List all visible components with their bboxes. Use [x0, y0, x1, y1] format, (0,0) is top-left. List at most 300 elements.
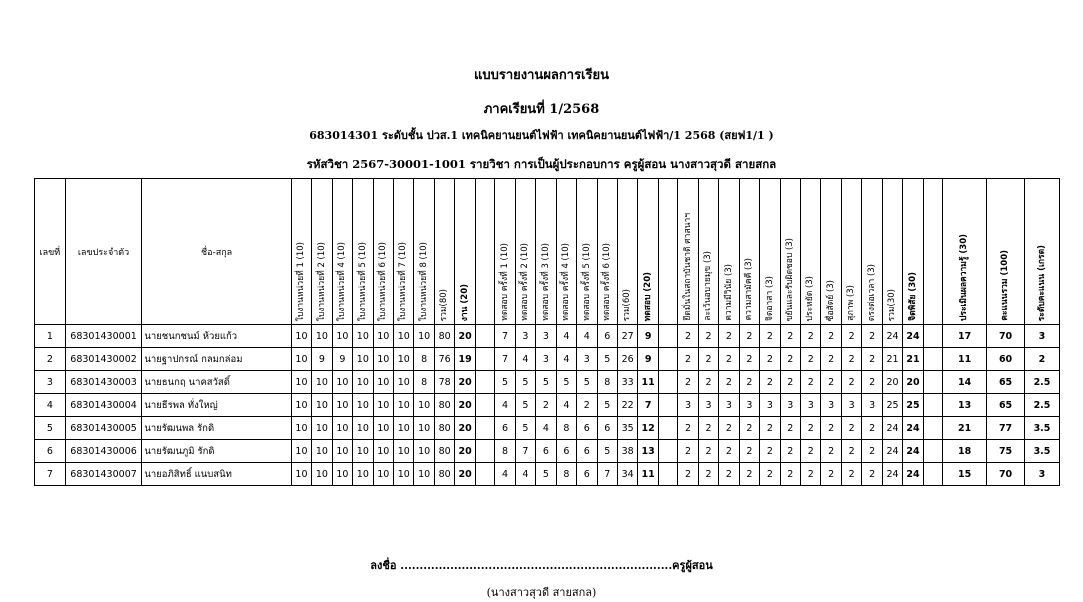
test-total: 33: [617, 371, 637, 394]
col-gap-2: [658, 179, 677, 325]
attribute-score: 3: [698, 394, 718, 417]
knowledge-score: 13: [943, 394, 987, 417]
attribute-score: 2: [821, 440, 841, 463]
attribute-score: 2: [862, 417, 882, 440]
attribute-score: 2: [780, 463, 800, 486]
worksheet-score: 10: [332, 440, 352, 463]
attribute-total: 20: [882, 371, 902, 394]
test-score-item: 4: [515, 348, 535, 371]
student-name: นายฐาปกรณ์ กลมกล่อม: [142, 348, 291, 371]
col-test-score-label: ทดสอบ (20): [642, 271, 653, 321]
col-test-3-label: ทดสอบ ครั้งที่ 3 (10): [540, 243, 551, 321]
test-score: 9: [638, 325, 658, 348]
worksheet-score: 10: [394, 417, 414, 440]
col-name: ชื่อ-สกุล: [142, 179, 291, 325]
attribute-score: 2: [719, 463, 739, 486]
worksheet-score: 10: [394, 371, 414, 394]
test-score-item: 3: [536, 325, 556, 348]
attribute-score: 2: [760, 417, 780, 440]
test-score-item: 5: [536, 463, 556, 486]
worksheet-score: 10: [353, 394, 373, 417]
worksheet-score: 10: [332, 463, 352, 486]
student-id: 68301430002: [65, 348, 142, 371]
gap-cell: [923, 440, 942, 463]
attribute-score: 2: [760, 348, 780, 371]
gap-cell: [658, 394, 677, 417]
worksheet-score: 10: [394, 440, 414, 463]
col-attribute-1-label: ยึดมั่นในสถาบันชาติ ศาสนาฯ: [682, 213, 693, 321]
grade-value: 3: [1024, 463, 1059, 486]
table-row: [35, 394, 1060, 417]
worksheet-score: 9: [312, 348, 332, 371]
col-attribute-8-label: ซื่อสัตย์ (3): [825, 279, 836, 321]
student-name: นายธนกฤ นาคสวัสดิ์: [142, 371, 291, 394]
attribute-total: 25: [882, 394, 902, 417]
test-score-item: 4: [556, 348, 576, 371]
col-work-score: [455, 179, 475, 325]
col-attribute-10-label: ตรงต่อเวลา (3): [866, 263, 877, 321]
worksheet-score: 10: [291, 463, 311, 486]
attribute-score: 2: [801, 440, 821, 463]
test-total: 22: [617, 394, 637, 417]
test-score-item: 7: [515, 440, 535, 463]
test-score-item: 4: [495, 463, 515, 486]
col-attribute-9-label: สุภาพ (3): [846, 285, 857, 321]
attribute-score: 2: [801, 348, 821, 371]
col-attribute-2-label: ละเว้นอบายมุข (3): [703, 251, 714, 321]
attribute-score: 2: [780, 440, 800, 463]
attribute-score: 2: [780, 325, 800, 348]
test-score-item: 8: [556, 417, 576, 440]
total-score: 77: [987, 417, 1025, 440]
table-row: [35, 325, 1060, 348]
worksheet-score: 10: [353, 348, 373, 371]
student-id: 68301430007: [65, 463, 142, 486]
attribute-score: 2: [821, 348, 841, 371]
worksheet-score: 10: [312, 440, 332, 463]
worksheet-score: 10: [394, 463, 414, 486]
student-id: 68301430003: [65, 371, 142, 394]
gap-cell: [475, 394, 494, 417]
attribute-total: 24: [882, 463, 902, 486]
row-number: 7: [35, 463, 66, 486]
gap-cell: [475, 325, 494, 348]
worksheet-score: 10: [373, 463, 393, 486]
attribute-score: 2: [780, 371, 800, 394]
worksheet-score: 10: [353, 417, 373, 440]
col-attribute-8: [821, 179, 841, 325]
work-score: 20: [455, 394, 475, 417]
grade-value: 3: [1024, 325, 1059, 348]
test-score-item: 5: [556, 371, 576, 394]
col-attribute-total: [882, 179, 902, 325]
test-score-item: 2: [577, 394, 597, 417]
test-score-item: 6: [556, 440, 576, 463]
gap-cell: [475, 463, 494, 486]
worksheet-score: 10: [373, 325, 393, 348]
col-attribute-7: [801, 179, 821, 325]
col-attribute-3: [719, 179, 739, 325]
col-gap-3: [923, 179, 942, 325]
row-number: 2: [35, 348, 66, 371]
student-name: นายรัฒนภูมิ รักดิ: [142, 440, 291, 463]
worksheet-total: 76: [434, 348, 454, 371]
work-score: 20: [455, 371, 475, 394]
col-attribute-9: [841, 179, 861, 325]
attribute-score: 2: [801, 371, 821, 394]
knowledge-score: 21: [943, 417, 987, 440]
worksheet-score: 8: [414, 348, 434, 371]
semester-label: ภาคเรียนที่ 1/2568: [483, 102, 600, 117]
attribute-score: 2: [862, 371, 882, 394]
total-score: 70: [987, 325, 1025, 348]
worksheet-total: 80: [434, 394, 454, 417]
col-student-id: เลขประจำตัว: [65, 179, 142, 325]
worksheet-score: 9: [332, 348, 352, 371]
student-id: 68301430001: [65, 325, 142, 348]
col-attribute-4-label: ความสามัคคี (3): [744, 258, 755, 321]
worksheet-score: 10: [394, 394, 414, 417]
col-test-2: [515, 179, 535, 325]
col-attribute-6: [780, 179, 800, 325]
total-score: 70: [987, 463, 1025, 486]
attribute-score: 3: [719, 394, 739, 417]
test-score: 12: [638, 417, 658, 440]
worksheet-score: 10: [394, 325, 414, 348]
col-attribute-1: [678, 179, 698, 325]
attribute-score: 2: [739, 371, 759, 394]
grade-value: 3.5: [1024, 440, 1059, 463]
col-worksheet-5-label: ใบงานหน่วยที่ 6 (10): [378, 241, 389, 321]
col-attribute-2: [698, 179, 718, 325]
col-test-2-label: ทดสอบ ครั้งที่ 2 (10): [520, 243, 531, 321]
header-row: [35, 179, 1060, 325]
table-row: [35, 371, 1060, 394]
worksheet-score: 10: [373, 348, 393, 371]
worksheet-score: 10: [332, 394, 352, 417]
col-worksheet-7-label: ใบงานหน่วยที่ 8 (10): [418, 241, 429, 321]
test-score-item: 5: [577, 371, 597, 394]
attribute-score: 2: [678, 325, 698, 348]
student-name: นายชนกชนม์ ห้วยแก้ว: [142, 325, 291, 348]
worksheet-score: 10: [414, 417, 434, 440]
attribute-score: 2: [821, 325, 841, 348]
col-test-1-label: ทดสอบ ครั้งที่ 1 (10): [499, 243, 510, 321]
col-test-1: [495, 179, 515, 325]
attribute-score: 2: [841, 440, 861, 463]
gap-cell: [658, 348, 677, 371]
test-total: 35: [617, 417, 637, 440]
attribute-score: 2: [719, 325, 739, 348]
worksheet-total: 80: [434, 325, 454, 348]
col-test-4-label: ทดสอบ ครั้งที่ 4 (10): [561, 243, 572, 321]
col-test-total: [617, 179, 637, 325]
col-worksheet-5: [373, 179, 393, 325]
attribute-score: 3: [862, 394, 882, 417]
worksheet-score: 8: [414, 371, 434, 394]
test-score-item: 6: [495, 417, 515, 440]
test-score-item: 5: [597, 348, 617, 371]
gap-cell: [658, 463, 677, 486]
worksheet-score: 10: [332, 371, 352, 394]
col-attitude-score-label: จิตพิสัย (30): [907, 272, 918, 321]
worksheet-score: 10: [291, 371, 311, 394]
knowledge-score: 18: [943, 440, 987, 463]
col-attribute-4: [739, 179, 759, 325]
total-score: 65: [987, 371, 1025, 394]
row-number: 1: [35, 325, 66, 348]
test-score-item: 4: [495, 394, 515, 417]
test-score-item: 4: [556, 394, 576, 417]
worksheet-score: 10: [291, 440, 311, 463]
worksheet-total: 80: [434, 440, 454, 463]
col-attribute-6-label: ขยันและรับผิดชอบ (3): [785, 237, 796, 321]
worksheet-score: 10: [312, 371, 332, 394]
worksheet-score: 10: [312, 394, 332, 417]
worksheet-score: 10: [373, 394, 393, 417]
test-score-item: 6: [577, 417, 597, 440]
col-attribute-3-label: ความมีวินัย (3): [723, 264, 734, 321]
attribute-score: 2: [678, 463, 698, 486]
attribute-score: 2: [862, 325, 882, 348]
worksheet-score: 10: [373, 417, 393, 440]
col-attitude-score: [903, 179, 923, 325]
attribute-score: 2: [760, 371, 780, 394]
attribute-total: 21: [882, 348, 902, 371]
col-test-5: [577, 179, 597, 325]
worksheet-score: 10: [312, 325, 332, 348]
table-row: [35, 348, 1060, 371]
col-gap-1: [475, 179, 494, 325]
table-row: [35, 440, 1060, 463]
knowledge-score: 15: [943, 463, 987, 486]
col-worksheet-2: [312, 179, 332, 325]
student-name: นายอภิสิทธิ์ แนบสนิท: [142, 463, 291, 486]
test-score-item: 7: [495, 348, 515, 371]
work-score: 19: [455, 348, 475, 371]
table-row: [35, 417, 1060, 440]
attribute-score: 2: [801, 417, 821, 440]
test-score-item: 5: [515, 394, 535, 417]
attribute-score: 2: [821, 417, 841, 440]
worksheet-score: 10: [332, 417, 352, 440]
attribute-score: 2: [698, 440, 718, 463]
test-score-item: 7: [597, 463, 617, 486]
row-number: 3: [35, 371, 66, 394]
row-number: 5: [35, 417, 66, 440]
gap-cell: [923, 417, 942, 440]
col-attribute-total-label: รวม(30): [887, 288, 898, 321]
worksheet-score: 10: [414, 325, 434, 348]
attribute-score: 2: [841, 371, 861, 394]
attribute-score: 2: [678, 348, 698, 371]
grade-value: 3.5: [1024, 417, 1059, 440]
attribute-score: 3: [760, 394, 780, 417]
attribute-score: 2: [841, 325, 861, 348]
attribute-score: 2: [739, 325, 759, 348]
attribute-score: 2: [841, 417, 861, 440]
gap-cell: [923, 371, 942, 394]
test-score: 7: [638, 394, 658, 417]
knowledge-score: 14: [943, 371, 987, 394]
col-worksheet-total-label: รวม(80): [439, 288, 450, 321]
test-score-item: 2: [536, 394, 556, 417]
attribute-score: 3: [780, 394, 800, 417]
test-score-item: 5: [495, 371, 515, 394]
col-work-score-label: งาน (20): [459, 283, 470, 321]
gap-cell: [475, 348, 494, 371]
attribute-score: 2: [760, 325, 780, 348]
col-worksheet-2-label: ใบงานหน่วยที่ 2 (10): [316, 241, 327, 321]
teacher-name: (นางสาวสุวดี สายสกล): [486, 586, 597, 599]
col-attribute-10: [862, 179, 882, 325]
attribute-score: 2: [739, 463, 759, 486]
attribute-score: 2: [739, 348, 759, 371]
worksheet-score: 10: [414, 394, 434, 417]
work-score: 20: [455, 463, 475, 486]
col-test-5-label: ทดสอบ ครั้งที่ 5 (10): [581, 243, 592, 321]
worksheet-score: 10: [291, 417, 311, 440]
attribute-score: 2: [678, 371, 698, 394]
col-test-4: [556, 179, 576, 325]
attribute-score: 2: [739, 440, 759, 463]
col-worksheet-7: [414, 179, 434, 325]
attitude-score: 24: [903, 463, 923, 486]
attribute-score: 3: [821, 394, 841, 417]
col-test-6-label: ทดสอบ ครั้งที่ 6 (10): [601, 243, 612, 321]
test-score-item: 8: [597, 371, 617, 394]
attribute-score: 2: [719, 440, 739, 463]
grade-value: 2.5: [1024, 394, 1059, 417]
attitude-score: 24: [903, 325, 923, 348]
worksheet-total: 80: [434, 417, 454, 440]
grade-value: 2.5: [1024, 371, 1059, 394]
gap-cell: [923, 463, 942, 486]
attribute-score: 2: [698, 348, 718, 371]
attitude-score: 25: [903, 394, 923, 417]
gap-cell: [658, 371, 677, 394]
test-score-item: 3: [536, 348, 556, 371]
worksheet-score: 10: [332, 325, 352, 348]
attribute-score: 2: [801, 325, 821, 348]
test-score-item: 8: [556, 463, 576, 486]
worksheet-score: 10: [291, 325, 311, 348]
attribute-score: 3: [841, 394, 861, 417]
attribute-score: 2: [760, 463, 780, 486]
test-score: 11: [638, 371, 658, 394]
course-info: รหัสวิชา 2567-30001-1001 รายวิชา การเป็นผู้ประกอบการ ครูผู้สอน นางสาวสุวดี สายสกล: [306, 157, 777, 171]
attribute-score: 2: [698, 417, 718, 440]
worksheet-score: 10: [353, 325, 373, 348]
test-score: 11: [638, 463, 658, 486]
test-score-item: 4: [536, 417, 556, 440]
col-test-3: [536, 179, 556, 325]
report-title: แบบรายงานผลการเรียน: [474, 68, 609, 83]
knowledge-score: 17: [943, 325, 987, 348]
student-id: 68301430004: [65, 394, 142, 417]
worksheet-score: 10: [414, 463, 434, 486]
col-total-score-label: คะแนนรวม (100): [1000, 250, 1011, 321]
attribute-score: 3: [801, 394, 821, 417]
total-score: 60: [987, 348, 1025, 371]
gap-cell: [658, 417, 677, 440]
col-no: เลขที่: [35, 179, 66, 325]
worksheet-score: 10: [414, 440, 434, 463]
attitude-score: 20: [903, 371, 923, 394]
gap-cell: [923, 394, 942, 417]
col-worksheet-4: [353, 179, 373, 325]
col-knowledge-score: [943, 179, 987, 325]
attribute-score: 2: [821, 371, 841, 394]
student-name: นายธีรพล ทั่งใหญ่: [142, 394, 291, 417]
attribute-score: 2: [739, 417, 759, 440]
test-score-item: 3: [515, 325, 535, 348]
test-score-item: 4: [556, 325, 576, 348]
attribute-score: 2: [678, 417, 698, 440]
attribute-score: 2: [821, 463, 841, 486]
work-score: 20: [455, 440, 475, 463]
attribute-score: 2: [719, 417, 739, 440]
attribute-score: 2: [841, 463, 861, 486]
test-total: 38: [617, 440, 637, 463]
test-score-item: 5: [597, 394, 617, 417]
worksheet-score: 10: [353, 463, 373, 486]
test-score-item: 4: [515, 463, 535, 486]
attribute-score: 2: [841, 348, 861, 371]
col-worksheet-total: [434, 179, 454, 325]
worksheet-score: 10: [291, 348, 311, 371]
test-score-item: 6: [597, 325, 617, 348]
col-attribute-5: [760, 179, 780, 325]
col-worksheet-6: [394, 179, 414, 325]
attribute-total: 24: [882, 325, 902, 348]
col-worksheet-4-label: ใบงานหน่วยที่ 5 (10): [357, 241, 368, 321]
worksheet-score: 10: [353, 371, 373, 394]
row-number: 4: [35, 394, 66, 417]
test-score-item: 5: [515, 371, 535, 394]
attribute-score: 2: [862, 348, 882, 371]
worksheet-score: 10: [312, 463, 332, 486]
test-score-item: 5: [536, 371, 556, 394]
attribute-score: 3: [739, 394, 759, 417]
col-test-6: [597, 179, 617, 325]
attribute-total: 24: [882, 417, 902, 440]
total-score: 75: [987, 440, 1025, 463]
col-worksheet-1-label: ใบงานหน่วยที่ 1 (10): [296, 241, 307, 321]
test-score-item: 6: [536, 440, 556, 463]
test-score: 9: [638, 348, 658, 371]
attribute-score: 2: [862, 463, 882, 486]
test-total: 26: [617, 348, 637, 371]
test-score-item: 6: [577, 440, 597, 463]
test-score-item: 4: [577, 325, 597, 348]
test-score-item: 8: [495, 440, 515, 463]
attribute-score: 2: [719, 371, 739, 394]
signature-line: ลงชื่อ .......................................................................ครูผู้สอน: [370, 559, 713, 572]
work-score: 20: [455, 325, 475, 348]
student-name: นายรัฒนพล รักดิ: [142, 417, 291, 440]
col-attribute-5-label: จิตอาสา (3): [764, 275, 775, 321]
test-score-item: 3: [577, 348, 597, 371]
attribute-score: 2: [719, 348, 739, 371]
col-grade-label: ระดับคะแนน (เกรด): [1036, 244, 1047, 321]
worksheet-score: 10: [373, 371, 393, 394]
attribute-score: 2: [698, 463, 718, 486]
col-total-score: [987, 179, 1025, 325]
attribute-score: 2: [801, 463, 821, 486]
col-worksheet-3-label: ใบงานหน่วยที่ 4 (10): [337, 241, 348, 321]
grade-table-body: [35, 325, 1060, 486]
